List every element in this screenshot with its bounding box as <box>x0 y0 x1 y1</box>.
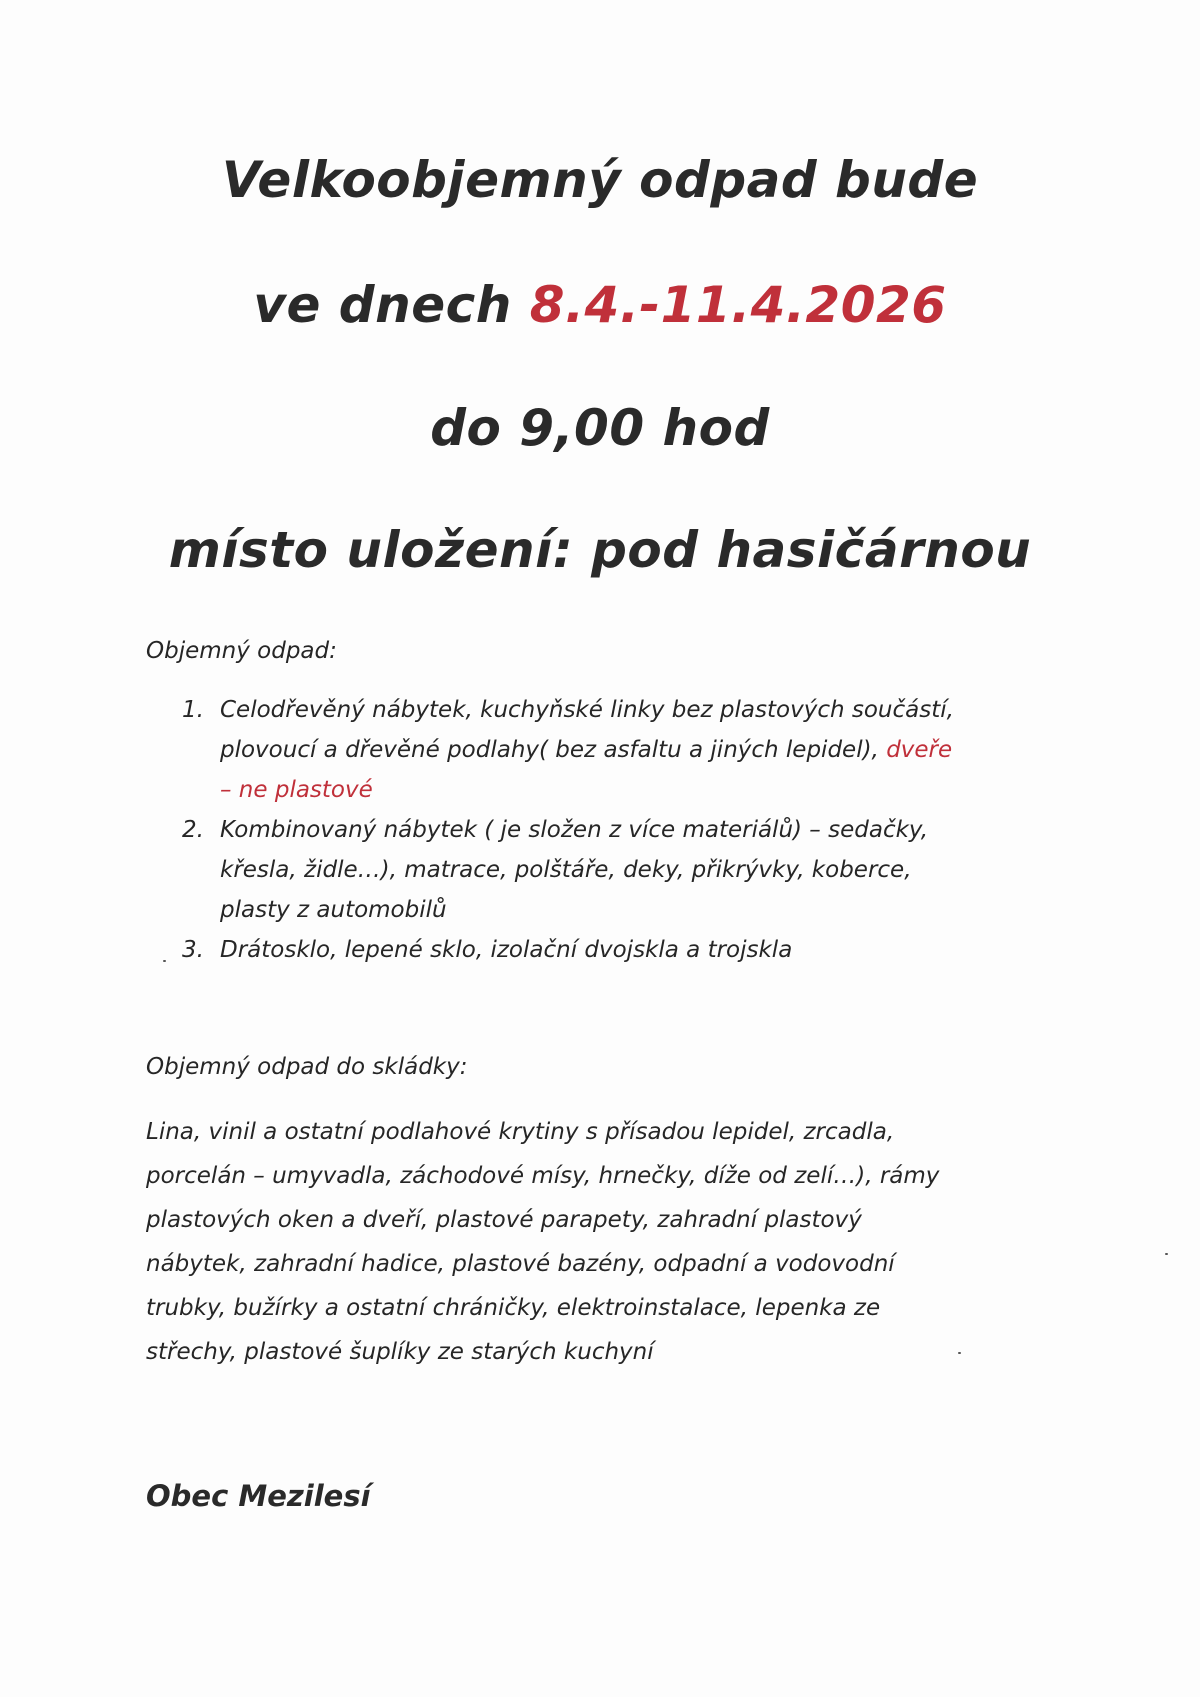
headline-location: místo uložení: pod hasičárnou <box>168 521 1032 579</box>
scan-speck <box>1165 1253 1168 1255</box>
scan-speck <box>163 960 166 962</box>
list-item-number: 1. <box>182 697 204 723</box>
list-item-highlight: – ne plastové <box>220 777 373 803</box>
scan-speck <box>958 1352 961 1354</box>
paragraph-line: porcelán – umyvadla, záchodové mísy, hrnečky, díže od zelí…), rámy <box>146 1163 940 1189</box>
list-item-line: křesla, židle…), matrace, polštáře, deky, přikrývky, koberce, <box>220 857 912 883</box>
section-title-landfill-waste: Objemný odpad do skládky: <box>146 1054 468 1080</box>
list-item <box>180 810 1060 930</box>
headline-line-1: Velkoobjemný odpad bude <box>221 151 979 209</box>
paragraph-line: nábytek, zahradní hadice, plastové bazény, odpadní a vodovodní <box>146 1251 895 1277</box>
paragraph-line: střechy, plastové šuplíky ze starých kuchyní <box>146 1339 654 1365</box>
paragraph-line: plastových oken a dveří, plastové parapety, zahradní plastový <box>146 1207 862 1233</box>
paragraph-line: trubky, bužírky a ostatní chráničky, elektroinstalace, lepenka ze <box>146 1295 881 1321</box>
landfill-waste-paragraph <box>146 1110 1086 1374</box>
bulky-waste-list <box>180 690 1060 970</box>
list-item <box>180 690 1060 810</box>
list-item-line <box>220 730 1060 770</box>
list-item-line: Celodřevěný nábytek, kuchyňské linky bez plastových součástí, <box>220 697 954 723</box>
signature: Obec Mezilesí <box>146 1479 371 1513</box>
list-item-line: plasty z automobilů <box>220 897 447 923</box>
list-item-text: plovoucí a dřevěné podlahy( bez asfaltu a jiných lepidel), <box>220 737 887 763</box>
headline-line-2 <box>0 275 1200 335</box>
list-item-number: 2. <box>182 817 204 843</box>
headline-time: do 9,00 hod <box>430 399 770 457</box>
list-item-line: Drátosklo, lepené sklo, izolační dvojskla a trojskla <box>220 937 793 963</box>
list-item-highlight: dveře <box>886 737 953 763</box>
list-item-line: Kombinovaný nábytek ( je složen z více materiálů) – sedačky, <box>220 817 929 843</box>
headline-dates: 8.4.-11.4.2026 <box>529 276 947 334</box>
section-title-bulky-waste: Objemný odpad: <box>146 638 337 664</box>
list-item <box>180 930 1060 970</box>
paragraph-line: Lina, vinil a ostatní podlahové krytiny s přísadou lepidel, zrcadla, <box>146 1119 895 1145</box>
headline-dates-prefix: ve dnech <box>253 276 530 334</box>
list-item-number: 3. <box>182 937 204 963</box>
